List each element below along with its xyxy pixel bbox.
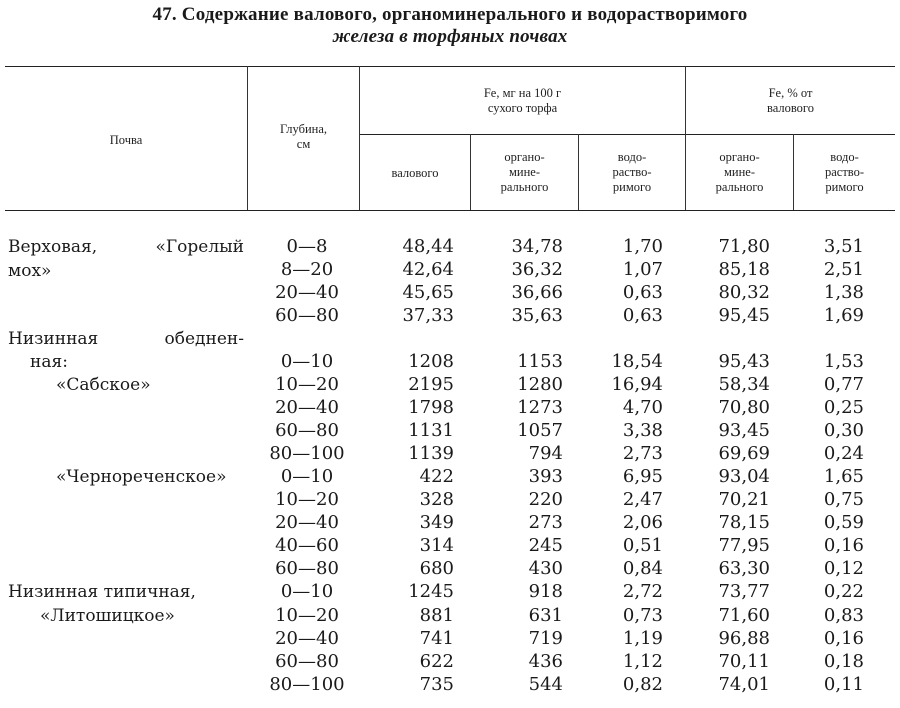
cell-gross: 2195	[408, 374, 454, 395]
cell-pct-orgmin: 80,32	[718, 282, 770, 303]
cell-pct-orgmin: 70,11	[718, 651, 770, 672]
cell-pct-water: 0,24	[823, 443, 864, 464]
cell-depth: 60—80	[275, 558, 339, 579]
cell-water: 2,06	[622, 512, 663, 533]
cell-pct-orgmin: 70,21	[718, 489, 770, 510]
cell-orgmin: 220	[528, 489, 563, 510]
header-group-mg	[360, 86, 685, 116]
cell-depth: 8—20	[280, 259, 334, 280]
cell-orgmin: 631	[528, 605, 563, 626]
rule-top	[5, 66, 895, 67]
header-group-pct-line2: валового	[766, 101, 814, 115]
cell-water: 0,51	[622, 535, 663, 556]
soil-1-line1b: «Горелый	[155, 237, 244, 257]
cell-gross: 1798	[408, 397, 454, 418]
cell-pct-water: 1,69	[823, 305, 864, 326]
header-orgmin-mg-line3: рального	[500, 180, 549, 194]
cell-pct-orgmin: 63,30	[718, 558, 770, 579]
cell-pct-water: 0,16	[823, 628, 864, 649]
title-line-1: 47. Содержание валового, органоминерального и водорастворимого	[152, 4, 748, 25]
header-depth-line1: Глубина,	[279, 122, 328, 136]
soil-1-line1a: Верховая,	[8, 237, 98, 257]
cell-water: 1,12	[622, 651, 663, 672]
cell-pct-water: 0,30	[823, 420, 864, 441]
cell-depth: 10—20	[275, 374, 339, 395]
cell-depth: 40—60	[275, 535, 339, 556]
cell-gross: 45,65	[402, 282, 454, 303]
cell-water: 1,07	[622, 259, 663, 280]
cell-pct-water: 0,11	[823, 674, 864, 695]
cell-pct-water: 0,59	[823, 512, 864, 533]
cell-pct-water: 0,77	[823, 374, 864, 395]
cell-pct-orgmin: 74,01	[718, 674, 770, 695]
cell-gross: 328	[419, 489, 454, 510]
rule-header-bottom	[5, 210, 895, 211]
header-orgmin-mg-line2: минe-	[509, 165, 540, 179]
cell-water: 0,73	[622, 605, 663, 626]
soil-3-label: «Черноречeнское»	[56, 467, 227, 487]
cell-water: 0,63	[622, 305, 663, 326]
cell-pct-water: 0,18	[823, 651, 864, 672]
header-orgmin-pct-line1: органо-	[719, 150, 760, 164]
cell-depth: 20—40	[275, 397, 339, 418]
cell-depth: 80—100	[269, 443, 345, 464]
cell-pct-water: 0,75	[823, 489, 864, 510]
cell-pct-water: 0,12	[823, 558, 864, 579]
cell-pct-water: 0,25	[823, 397, 864, 418]
header-soil: Почва	[109, 133, 143, 147]
cell-pct-orgmin: 71,60	[718, 605, 770, 626]
header-group-pct-line1: Fe, % от	[768, 86, 813, 100]
cell-water: 1,70	[622, 236, 663, 257]
soil-1-line2: мох»	[8, 261, 52, 281]
cell-depth: 60—80	[275, 420, 339, 441]
cell-depth: 80—100	[269, 674, 345, 695]
soil-2-line1a: Низинная	[8, 329, 99, 349]
header-orgmin-mg-line1: органо-	[504, 150, 545, 164]
cell-pct-orgmin: 78,15	[718, 512, 770, 533]
cell-gross: 680	[419, 558, 454, 579]
cell-pct-orgmin: 73,77	[718, 581, 770, 602]
header-water-pct-line1: водо-	[830, 150, 859, 164]
cell-gross: 422	[419, 466, 454, 487]
cell-gross: 1208	[408, 351, 454, 372]
header-water-mg-line2: раство-	[612, 165, 652, 179]
cell-water: 1,19	[622, 628, 663, 649]
cell-depth: 0—10	[280, 581, 334, 602]
cell-gross: 622	[419, 651, 454, 672]
cell-gross: 735	[419, 674, 454, 695]
cell-orgmin: 544	[528, 674, 563, 695]
soil-2-line1b: обеднен-	[164, 329, 244, 349]
cell-pct-water: 1,65	[823, 466, 864, 487]
cell-gross: 349	[419, 512, 454, 533]
cell-pct-orgmin: 69,69	[718, 443, 770, 464]
cell-water: 0,63	[622, 282, 663, 303]
cell-orgmin: 1273	[517, 397, 563, 418]
cell-depth: 0—8	[286, 236, 328, 257]
cell-orgmin: 35,63	[511, 305, 563, 326]
cell-orgmin: 36,66	[511, 282, 563, 303]
cell-pct-orgmin: 77,95	[718, 535, 770, 556]
cell-gross: 881	[419, 605, 454, 626]
cell-pct-orgmin: 95,43	[718, 351, 770, 372]
header-water-mg	[579, 150, 685, 195]
cell-orgmin: 1280	[517, 374, 563, 395]
cell-water: 4,70	[622, 397, 663, 418]
cell-gross: 48,44	[402, 236, 454, 257]
cell-depth: 60—80	[275, 651, 339, 672]
cell-gross: 741	[419, 628, 454, 649]
header-depth-line2: см	[296, 137, 311, 151]
cell-pct-water: 0,83	[823, 605, 864, 626]
cell-pct-water: 1,53	[823, 351, 864, 372]
cell-depth: 20—40	[275, 512, 339, 533]
cell-pct-water: 1,38	[823, 282, 864, 303]
cell-depth: 10—20	[275, 605, 339, 626]
cell-orgmin: 245	[528, 535, 563, 556]
soil-4-line1: Низинная типичная,	[8, 582, 196, 602]
header-water-pct-line3: римого	[825, 180, 864, 194]
cell-pct-orgmin: 95,45	[718, 305, 770, 326]
cell-water: 16,94	[611, 374, 663, 395]
cell-orgmin: 436	[528, 651, 563, 672]
header-orgmin-mg	[471, 150, 578, 195]
title-line-2: железа в торфяных почвах	[332, 26, 568, 47]
cell-orgmin: 273	[528, 512, 563, 533]
cell-orgmin: 36,32	[511, 259, 563, 280]
header-depth	[248, 122, 359, 152]
cell-water: 2,47	[622, 489, 663, 510]
table-title	[0, 4, 900, 48]
cell-depth: 0—10	[280, 466, 334, 487]
cell-orgmin: 1153	[517, 351, 563, 372]
cell-orgmin: 918	[528, 581, 563, 602]
cell-orgmin: 719	[528, 628, 563, 649]
cell-orgmin: 34,78	[511, 236, 563, 257]
header-gross: валового	[391, 166, 439, 180]
cell-water: 0,82	[622, 674, 663, 695]
cell-pct-water: 0,16	[823, 535, 864, 556]
soil-4-line2: «Литошицкое»	[40, 606, 175, 626]
cell-pct-orgmin: 85,18	[718, 259, 770, 280]
cell-depth: 10—20	[275, 489, 339, 510]
cell-gross: 42,64	[402, 259, 454, 280]
cell-pct-water: 3,51	[823, 236, 864, 257]
cell-water: 18,54	[611, 351, 663, 372]
cell-water: 0,84	[622, 558, 663, 579]
cell-pct-orgmin: 71,80	[718, 236, 770, 257]
cell-depth: 20—40	[275, 282, 339, 303]
cell-gross: 1131	[408, 420, 454, 441]
cell-gross: 1139	[408, 443, 454, 464]
cell-depth: 20—40	[275, 628, 339, 649]
header-group-pct	[686, 86, 895, 116]
cell-pct-orgmin: 58,34	[718, 374, 770, 395]
cell-pct-orgmin: 70,80	[718, 397, 770, 418]
cell-gross: 314	[419, 535, 454, 556]
header-orgmin-pct	[686, 150, 793, 195]
rule-group-sub	[360, 134, 895, 135]
cell-orgmin: 1057	[517, 420, 563, 441]
header-water-mg-line1: водо-	[617, 150, 647, 164]
cell-water: 2,73	[622, 443, 663, 464]
cell-pct-orgmin: 93,04	[718, 466, 770, 487]
cell-water: 2,72	[622, 581, 663, 602]
soil-2-line3: «Сабское»	[56, 375, 151, 395]
cell-water: 3,38	[622, 420, 663, 441]
header-orgmin-pct-line3: рального	[715, 180, 764, 194]
header-orgmin-pct-line2: минe-	[724, 165, 755, 179]
cell-pct-orgmin: 93,45	[718, 420, 770, 441]
cell-pct-water: 2,51	[823, 259, 864, 280]
header-water-pct	[794, 150, 895, 195]
cell-depth: 60—80	[275, 305, 339, 326]
soil-2-line2: ная:	[30, 352, 68, 372]
cell-orgmin: 430	[528, 558, 563, 579]
header-water-mg-line3: римого	[612, 180, 652, 194]
cell-pct-orgmin: 96,88	[718, 628, 770, 649]
cell-water: 6,95	[622, 466, 663, 487]
cell-orgmin: 794	[528, 443, 563, 464]
cell-depth: 0—10	[280, 351, 334, 372]
header-group-mg-line1: Fe, мг на 100 г	[483, 86, 562, 100]
cell-pct-water: 0,22	[823, 581, 864, 602]
header-water-pct-line2: раство-	[824, 165, 865, 179]
cell-gross: 37,33	[402, 305, 454, 326]
header-group-mg-line2: сухого торфа	[487, 101, 558, 115]
cell-gross: 1245	[408, 581, 454, 602]
cell-orgmin: 393	[528, 466, 563, 487]
